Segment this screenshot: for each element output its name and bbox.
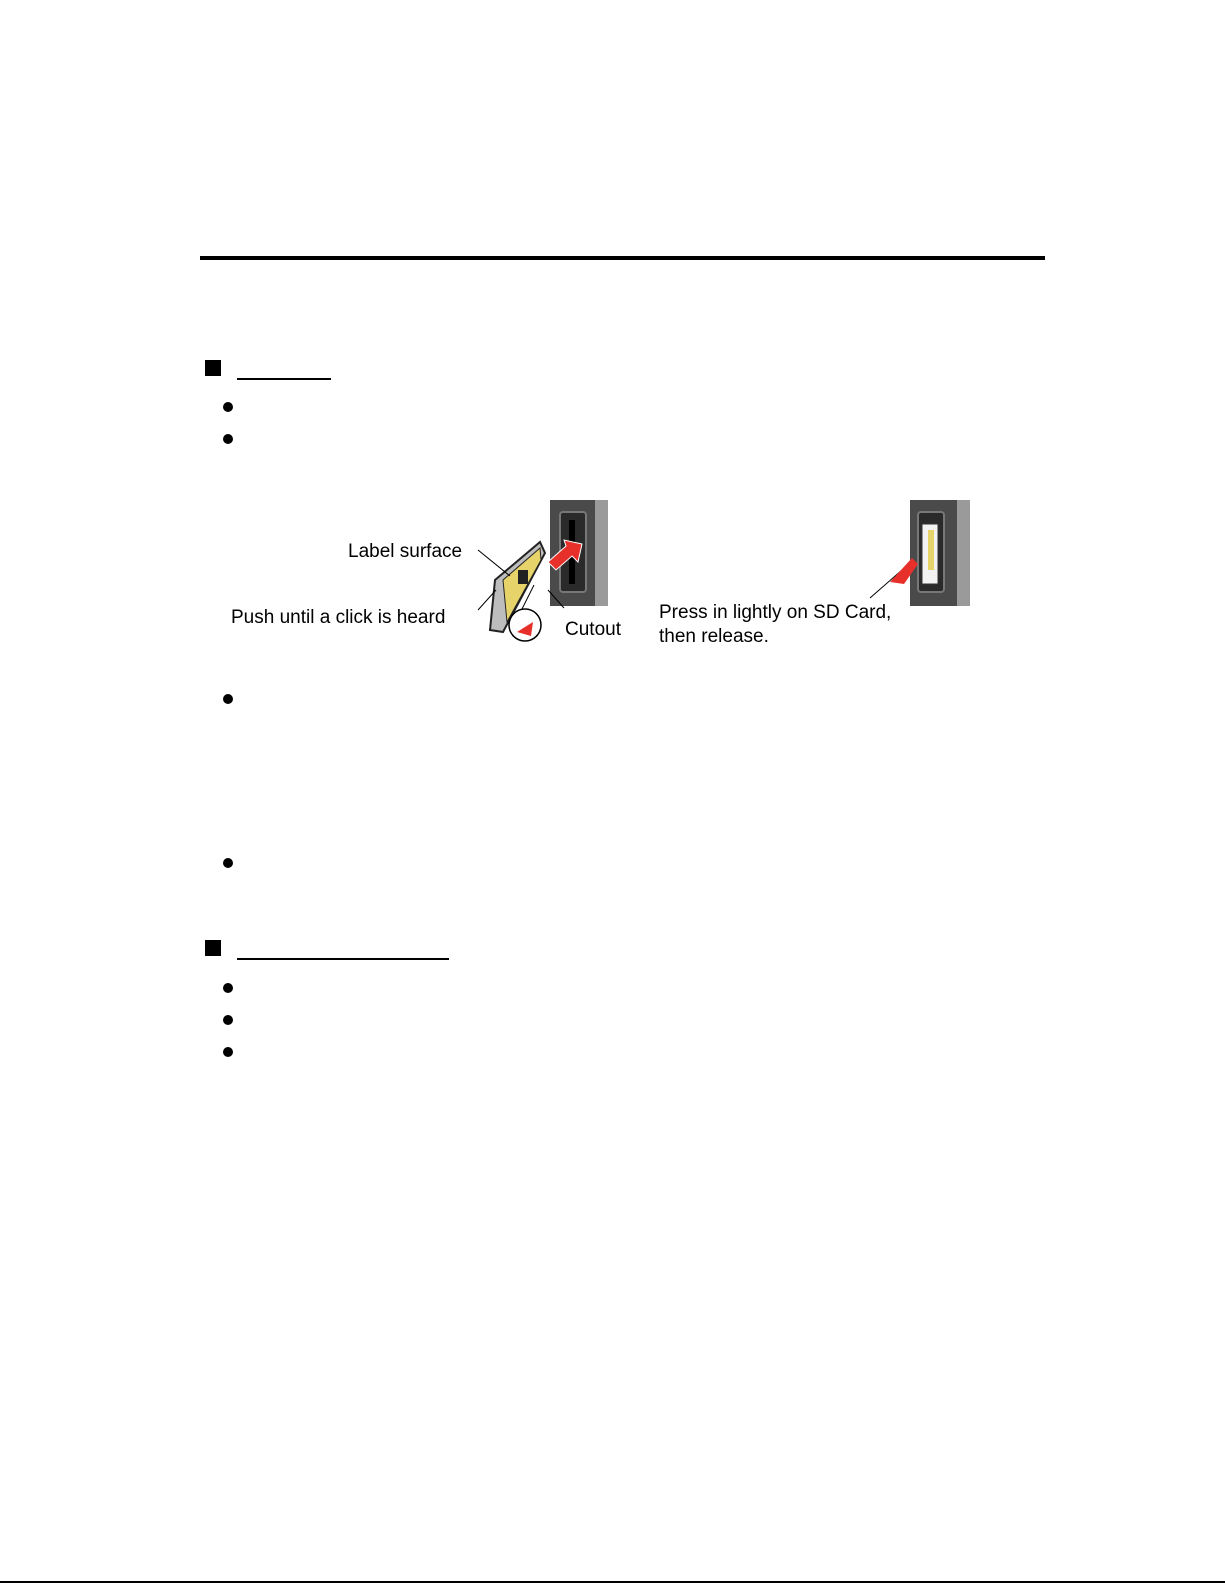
bullet-icon bbox=[223, 434, 233, 444]
bullet-icon bbox=[223, 694, 233, 704]
heading-underline bbox=[237, 378, 331, 380]
square-bullet-icon bbox=[205, 940, 221, 956]
press-instruction-line1: Press in lightly on SD Card, bbox=[659, 602, 892, 623]
square-bullet-icon bbox=[205, 360, 221, 376]
camera-slot-right bbox=[910, 500, 970, 606]
bullet-icon bbox=[223, 858, 233, 868]
footer-rule bbox=[0, 1581, 1225, 1583]
press-instruction-line2: then release. bbox=[659, 626, 769, 647]
label-surface-leader bbox=[478, 550, 510, 576]
sd-card-illustration bbox=[200, 490, 1020, 660]
heading-underline bbox=[237, 958, 449, 960]
sd-card-diagram bbox=[200, 490, 1020, 660]
bullet-icon bbox=[223, 983, 233, 993]
header-rule bbox=[200, 256, 1045, 260]
cutout-text: Cutout bbox=[565, 619, 621, 640]
bullet-icon bbox=[223, 1047, 233, 1057]
label-surface-text: Label surface bbox=[348, 541, 463, 562]
push-until-click-text: Push until a click is heard bbox=[231, 607, 446, 628]
bullet-icon bbox=[223, 402, 233, 412]
bullet-icon bbox=[223, 1015, 233, 1025]
